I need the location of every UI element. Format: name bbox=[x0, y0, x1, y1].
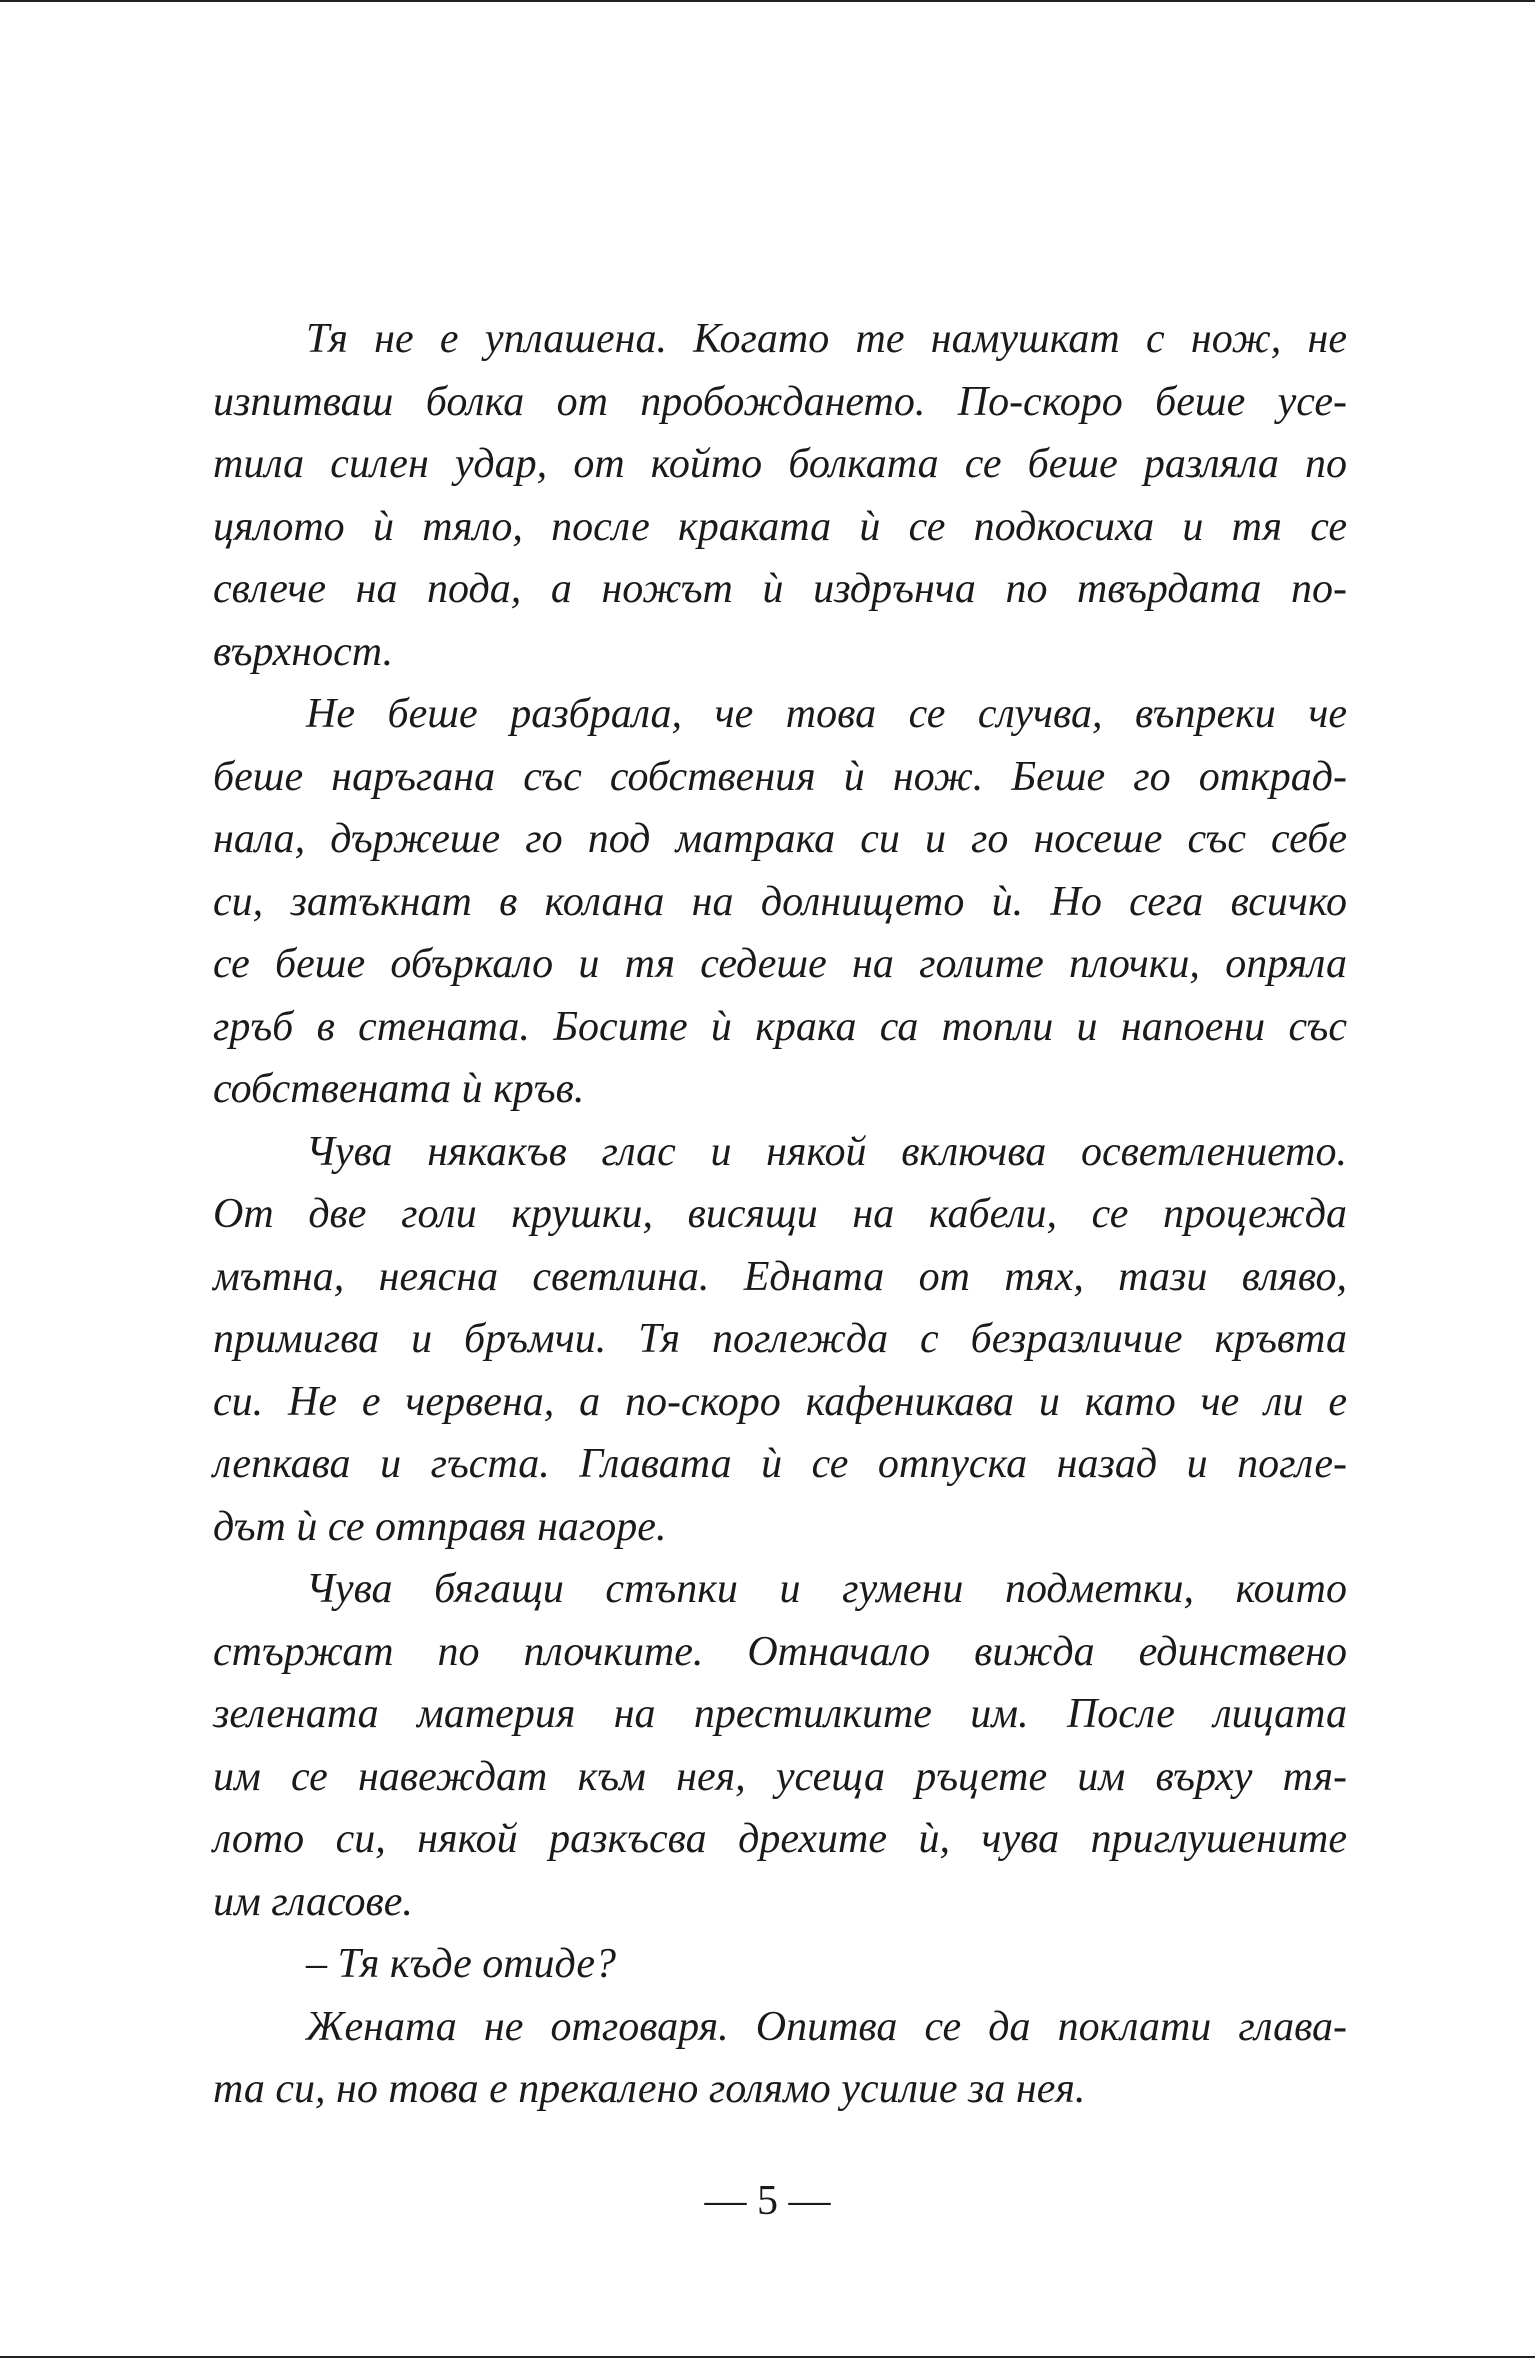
text-line: цялото ѝ тяло, после краката ѝ се подкосиха и тя се bbox=[213, 503, 1347, 550]
text-line: зелената материя на престилките им. После лицата bbox=[213, 1691, 1347, 1737]
top-border-line bbox=[0, 0, 1535, 2]
text-line: Чува някакъв глас и някой включва осветлението. bbox=[306, 1128, 1347, 1175]
text-line: изпитваш болка от пробождането. По-скоро беше усе- bbox=[213, 378, 1347, 425]
paragraph bbox=[213, 308, 1347, 683]
text-line: От две голи крушки, висящи на кабели, се процежда bbox=[213, 1191, 1347, 1237]
text-line: Жената не отговаря. Опитва се да поклати глава- bbox=[306, 2003, 1347, 2050]
paragraph bbox=[213, 683, 1347, 1121]
page-number: — 5 — bbox=[704, 2178, 831, 2224]
text-line: върхност. bbox=[213, 628, 394, 675]
bottom-border-line bbox=[0, 2356, 1535, 2358]
text-line: Чува бягащи стъпки и гумени подметки, които bbox=[306, 1566, 1347, 1612]
text-line: стържат по плочките. Отначало вижда единствено bbox=[213, 1628, 1347, 1675]
text-line: лепкава и гъста. Главата ѝ се отпуска назад и погле- bbox=[213, 1441, 1347, 1487]
text-line: се беше объркало и тя седеше на голите плочки, опряла bbox=[213, 941, 1347, 987]
paragraph bbox=[213, 1933, 1347, 1996]
text-line: си. Не е червена, а по-скоро кафеникава и като че ли е bbox=[213, 1378, 1347, 1425]
text-line: Тя не е уплашена. Когато те намушкат с нож, не bbox=[306, 316, 1347, 362]
text-line: свлече на пода, а ножът ѝ издрънча по твърдата по- bbox=[213, 566, 1347, 612]
paragraph bbox=[213, 1558, 1347, 1933]
text-line: примигва и бръмчи. Тя поглежда с безразличие кръвта bbox=[213, 1316, 1347, 1362]
text-line: Не беше разбрала, че това се случва, въпреки че bbox=[306, 691, 1347, 737]
text-line: та си, но това е прекалено голямо усилие за нея. bbox=[213, 2066, 1086, 2112]
body-text bbox=[213, 308, 1347, 2121]
text-line: – Тя къде отиде? bbox=[306, 1941, 616, 1987]
text-line: нала, държеше го под матрака си и го носеше със себе bbox=[213, 816, 1347, 862]
text-line: си, затъкнат в колана на долнището ѝ. Но сега всичко bbox=[213, 878, 1347, 925]
text-line: гръб в стената. Босите ѝ крака са топли и напоени със bbox=[213, 1003, 1347, 1050]
text-line: тила силен удар, от който болката се беше разляла по bbox=[213, 441, 1347, 487]
text-line: лото си, някой разкъсва дрехите ѝ, чува приглушените bbox=[213, 1816, 1347, 1862]
text-line: им се навеждат към нея, усеща ръцете им върху тя- bbox=[213, 1753, 1347, 1800]
text-line: мътна, неясна светлина. Едната от тях, тази вляво, bbox=[213, 1253, 1347, 1300]
text-line: им гласове. bbox=[213, 1878, 413, 1925]
text-line: беше наръгана със собствения ѝ нож. Беше го открад- bbox=[213, 753, 1347, 800]
paragraph bbox=[213, 1996, 1347, 2121]
paragraph bbox=[213, 1121, 1347, 1559]
text-line: дът ѝ се отправя нагоре. bbox=[213, 1503, 667, 1550]
text-line: собствената ѝ кръв. bbox=[213, 1066, 585, 1112]
